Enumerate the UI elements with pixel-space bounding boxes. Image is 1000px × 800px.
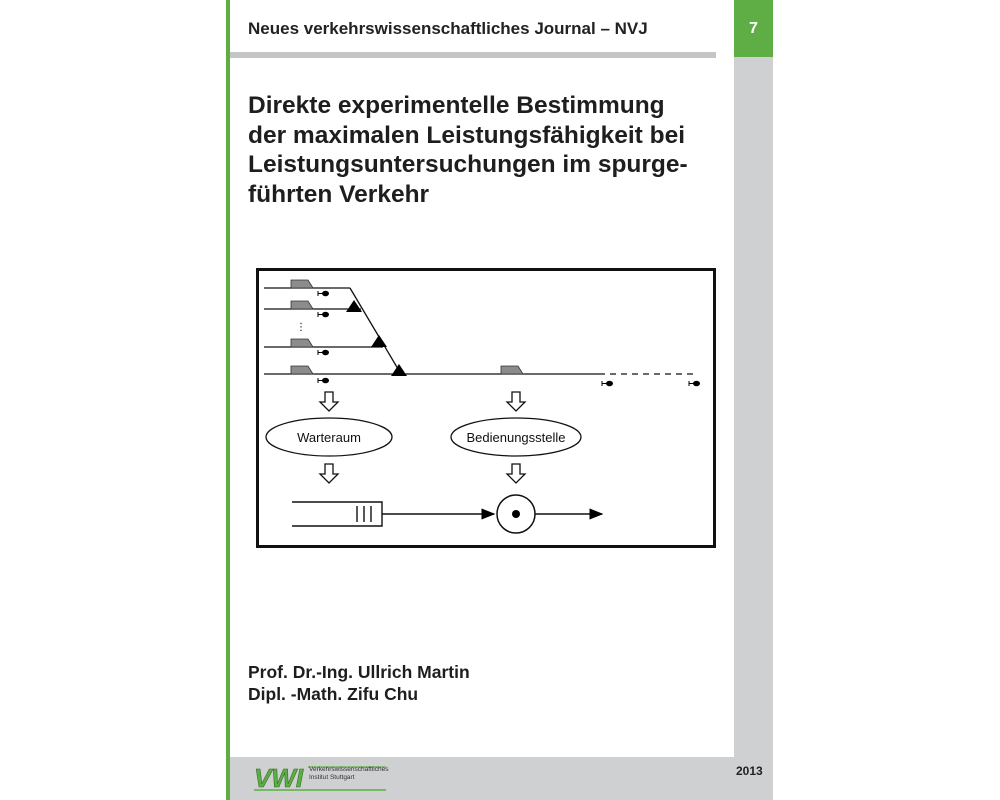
- title-line: führten Verkehr: [248, 180, 430, 208]
- logo-letters: VWI: [254, 763, 304, 793]
- journal-title: Neues verkehrswissenschaftliches Journal – NVJ: [248, 19, 648, 38]
- logo-caption-line: Verkehrswissenschaftliches: [309, 766, 389, 773]
- title-line: der maximalen Leistungsfähigkeit bei: [248, 121, 686, 149]
- authors-block: [248, 661, 470, 705]
- logo-caption: [309, 766, 389, 782]
- service-point-label: Bedienungsstelle: [466, 430, 566, 445]
- issue-number: 7: [749, 19, 758, 37]
- logo-caption-line: Institut Stuttgart: [309, 774, 355, 781]
- right-gray-strip: [734, 0, 773, 800]
- main-title: [248, 91, 723, 209]
- title-line: Leistungsuntersuchungen im spurge-: [248, 151, 688, 178]
- queue-model-diagram: [256, 268, 716, 548]
- author-name: Dipl. -Math. Zifu Chu: [248, 684, 419, 704]
- author-name: Prof. Dr.-Ing. Ullrich Martin: [248, 662, 470, 682]
- publication-year: 2013: [736, 764, 763, 778]
- green-edge-bar: [226, 0, 230, 800]
- vertical-ellipsis: ⋮: [296, 322, 306, 333]
- waiting-area-label: Warteraum: [297, 430, 361, 445]
- issue-number-badge: [734, 0, 773, 57]
- title-line: Direkte experimentelle Bestimmung: [248, 92, 665, 119]
- header-divider: [230, 52, 716, 58]
- server-dot: [512, 510, 520, 518]
